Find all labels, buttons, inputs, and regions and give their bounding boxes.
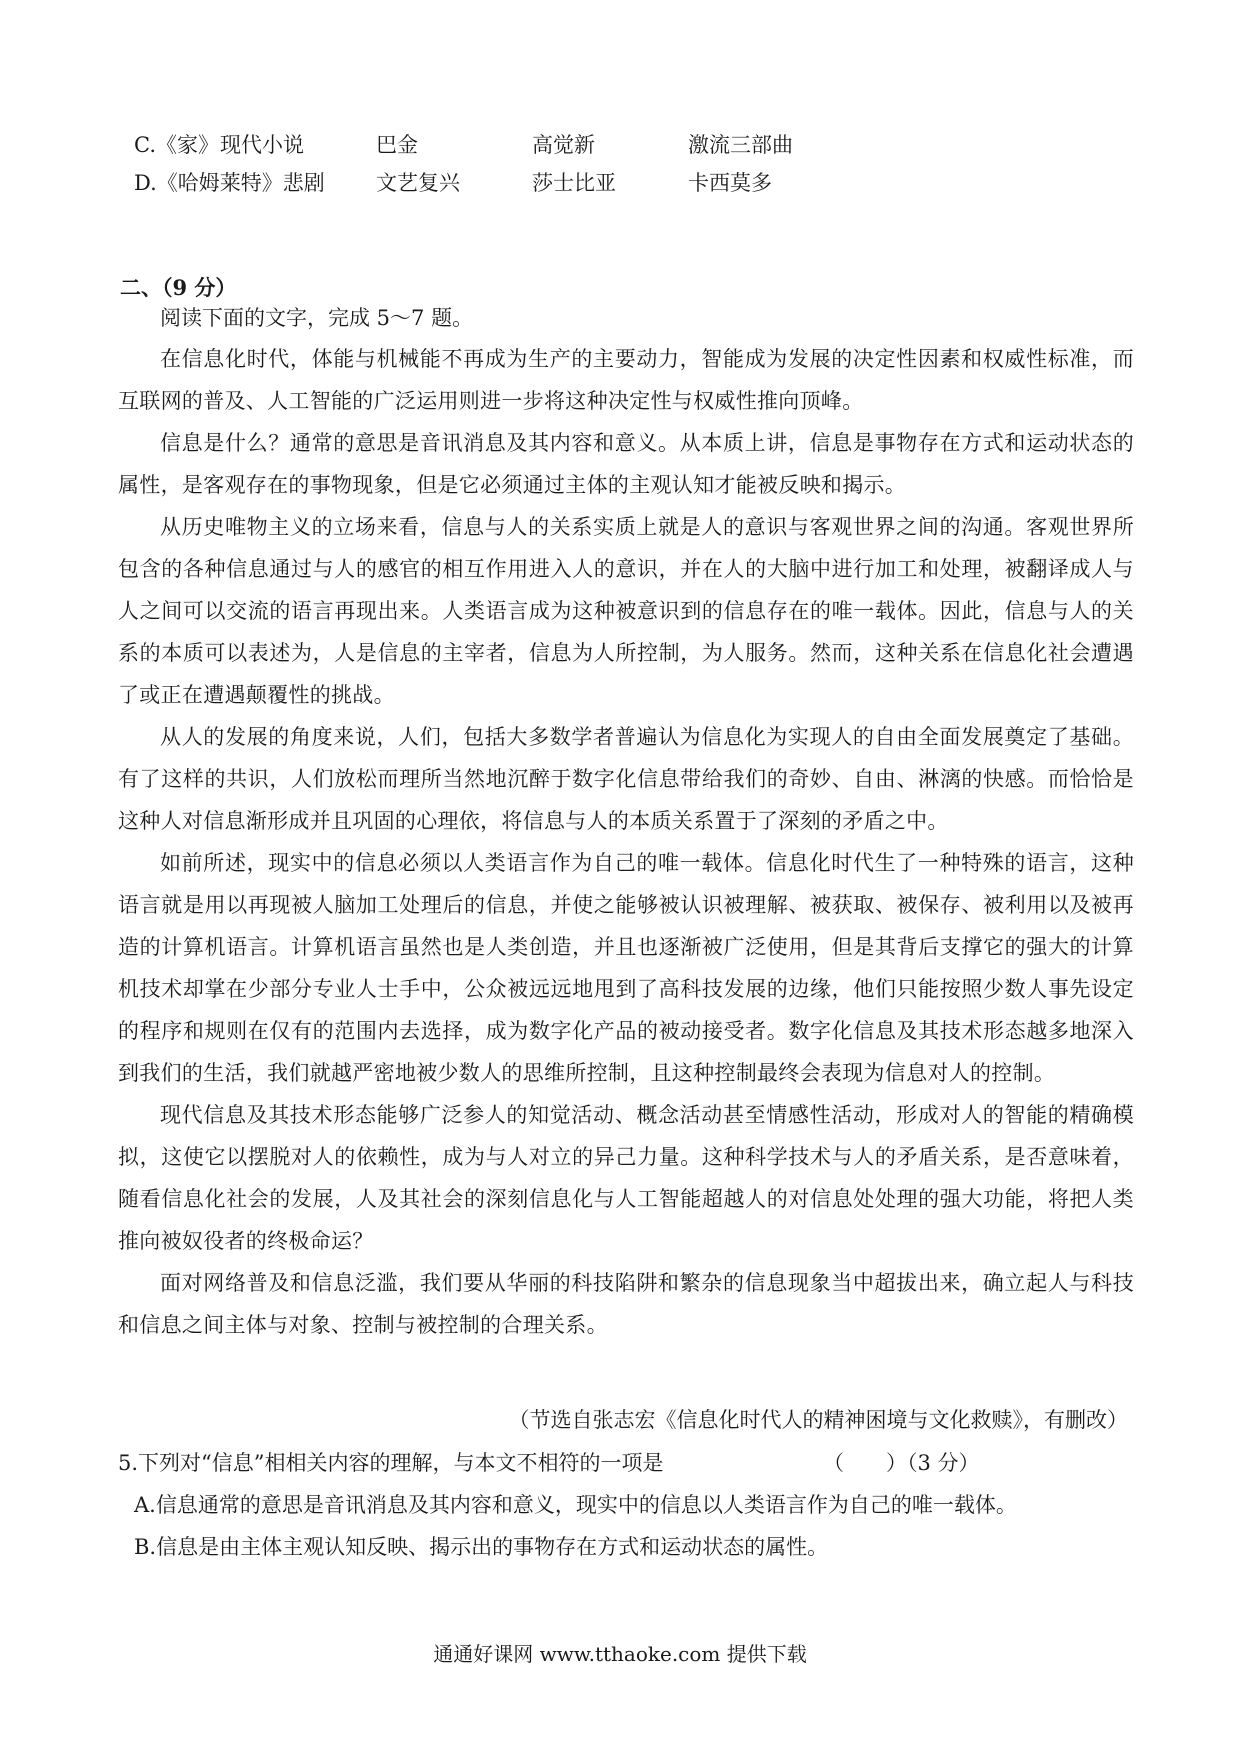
- passage-paragraph: 从人的发展的角度来说，人们，包括大多数学者普遍认为信息化为实现人的自由全面发展奠定了基础。有了这样的共识，人们放松而理所当然地沉醉于数字化信息带给我们的奇妙、自由、淋漓的快感。而恰恰是这种人对信息渐形成并且巩固的心理依，将信息与人的本质关系置于了深刻的矛盾之中。: [118, 725, 1134, 833]
- passage-paragraph: 从历史唯物主义的立场来看，信息与人的关系实质上就是人的意识与客观世界之间的沟通。客观世界所包含的各种信息通过与人的感官的相互作用进入人的意识，并在人的大脑中进行加工和处理，被翻译成人与人之间可以交流的语言再现出来。人类语言成为这种被意识到的信息存在的唯一载体。因此，信息与人的关系的本质可以表述为，人是信息的主宰者，信息为人所控制，为人服务。然而，这种关系在信息化社会遭遇了或正在遭遇颠覆性的挑战。: [118, 515, 1134, 707]
- option-series: 激流三部曲: [688, 133, 793, 157]
- section-heading: 二、（9 分）: [120, 275, 237, 300]
- passage-paragraph: 面对网络普及和信息泛滥，我们要从华丽的科技陷阱和繁杂的信息现象当中超拔出来，确立起人与科技和信息之间主体与对象、控制与被控制的合理关系。: [118, 1271, 1134, 1337]
- option-b: B.信息是由主体主观认知反映、揭示出的事物存在方式和运动状态的属性。: [134, 1535, 829, 1559]
- reading-passage: [118, 338, 1134, 1346]
- answer-blank: （ ）（3 分）: [823, 1451, 980, 1475]
- option-genre: 现代小说: [220, 133, 304, 157]
- section-instruction: 阅读下面的文字，完成 5～7 题。: [160, 306, 474, 330]
- question-text: 5.下列对“信息”相相关内容的理解，与本文不相符的一项是: [118, 1451, 664, 1475]
- passage-paragraph: 在信息化时代，体能与机械能不再成为生产的主要动力，智能成为发展的决定性因素和权威性标准，而互联网的普及、人工智能的广泛运用则进一步将这种决定性与权威性推向顶峰。: [118, 347, 1134, 413]
- option-a: A.信息通常的意思是音讯消息及其内容和意义，现实中的信息以人类语言作为自己的唯一载体。: [134, 1493, 1017, 1517]
- page-footer: 通通好课网 www.tthaoke.com 提供下载: [433, 1642, 807, 1666]
- option-label: D.《哈姆莱特》悲剧: [134, 171, 325, 195]
- question-stem: [118, 1448, 1128, 1478]
- option-character: 高觉新: [532, 133, 595, 157]
- question-5: [118, 1448, 1128, 1562]
- option-label: C.《家》: [134, 133, 219, 157]
- option-author: 巴金: [376, 133, 418, 157]
- option-era: 文艺复兴: [376, 171, 460, 195]
- option-author: 莎士比亚: [532, 171, 616, 195]
- option-character: 卡西莫多: [688, 171, 772, 195]
- passage-paragraph: 现代信息及其技术形态能够广泛参人的知觉活动、概念活动甚至情感性活动，形成对人的智能的精确模拟，这使它以摆脱对人的依赖性，成为与人对立的异己力量。这种科学技术与人的矛盾关系，是否意味着，随看信息化社会的发展，人及其社会的深刻信息化与人工智能超越人的对信息处处理的强大功能，将把人类推向被奴役者的终极命运？: [118, 1103, 1134, 1253]
- passage-source: （节选自张志宏《信息化时代人的精神困境与文化救赎》，有删改）: [508, 1408, 1128, 1432]
- passage-paragraph: 信息是什么？通常的意思是音讯消息及其内容和意义。从本质上讲，信息是事物存在方式和运动状态的属性，是客观存在的事物现象，但是它必须通过主体的主观认知才能被反映和揭示。: [118, 431, 1134, 497]
- passage-paragraph: 如前所述，现实中的信息必须以人类语言作为自己的唯一载体。信息化时代生了一种特殊的语言，这种语言就是用以再现被人脑加工处理后的信息，并使之能够被认识被理解、被获取、被保存、被利用以及被再造的计算机语言。计算机语言虽然也是人类创造，并且也逐渐被广泛使用，但是其背后支撑它的强大的计算机技术却掌在少部分专业人士手中，公众被远远地甩到了高科技发展的边缘，他们只能按照少数人事先设定的程序和规则在仅有的范围内去选择，成为数字化产品的被动接受者。数字化信息及其技术形态越多地深入到我们的生活，我们就越严密地被少数人的思维所控制，且这种控制最终会表现为信息对人的控制。: [118, 851, 1134, 1085]
